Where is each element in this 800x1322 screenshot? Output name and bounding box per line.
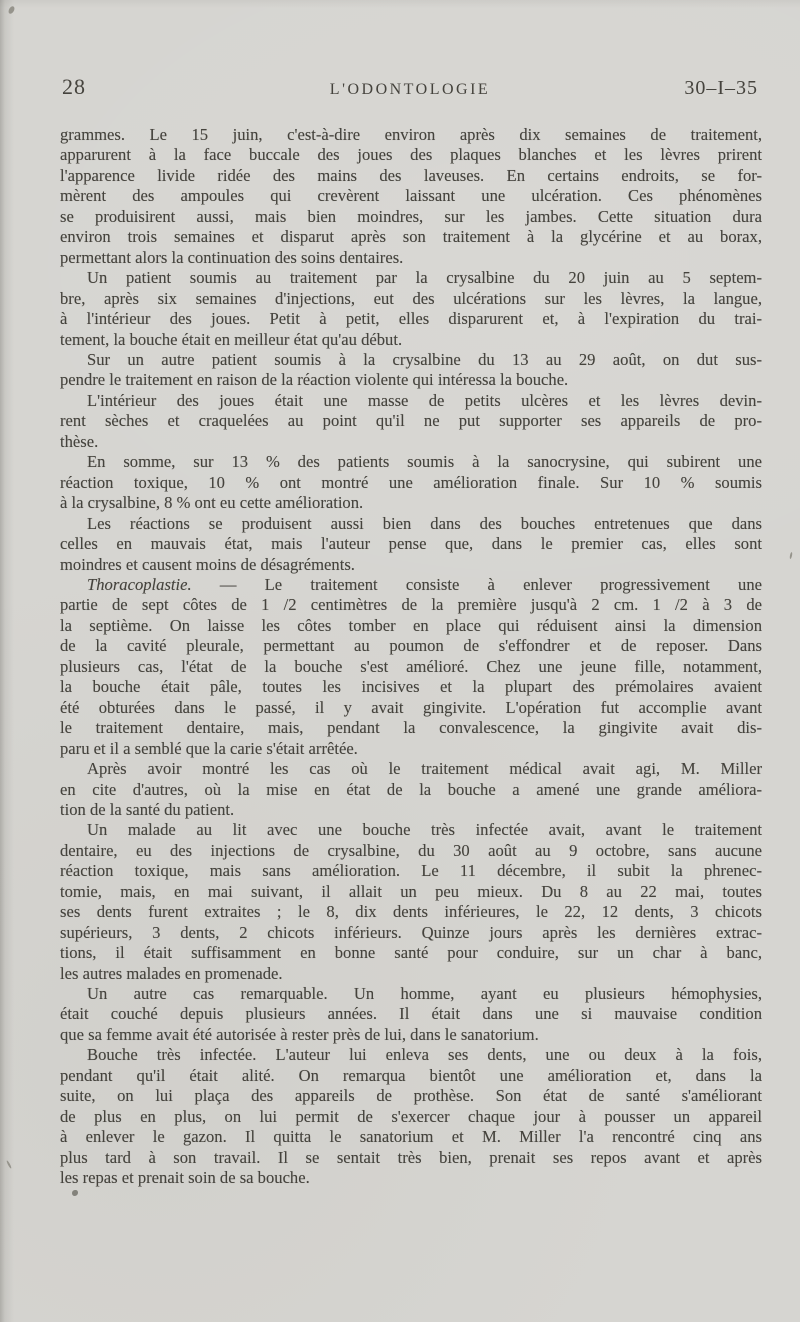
text-line: réaction toxique, 10 % ont montré une amélioration finale. Sur 10 % soumis [60,472,762,492]
text-line: tion de la santé du patient. [60,799,235,819]
text-line: environ trois semaines et disparut après son traitement à la glycérine et au borax, [60,227,762,247]
text-line: Bouche très infectée. L'auteur lui enleva ses dents, une ou deux à la fois, [87,1045,762,1065]
text-line: réaction toxique, mais sans amélioration. Le 11 décembre, il subit la phrenec- [60,861,762,881]
printers-mark [72,1190,78,1196]
scan-speck [7,5,15,14]
text-line: mèrent des ampoules qui crevèrent laissant une ulcération. Ces phénomènes [60,186,762,206]
journal-title: L'ODONTOLOGIE [329,81,491,98]
paragraph [60,759,762,820]
text-line: ses dents furent extraites ; le 8, dix dents inférieures, le 22, 12 dents, 3 chicots [60,902,762,922]
text-line: Thoracoplastie. — Le traitement consiste à enlever progressivement une [87,574,762,594]
text-line: paru et il a semblé que la carie s'était arrêtée. [60,738,358,758]
text-line: Un patient soumis au traitement par la crysalbine du 20 juin au 5 septem- [87,268,762,288]
text-line: rent sèches et craquelées au point qu'il ne put supporter ses appareils de pro- [60,411,762,431]
text-line: à l'intérieur des joues. Petit à petit, elles disparurent et, à l'expiration du trai- [60,309,762,329]
text-line: suite, on lui plaça des appareils de prothèse. Son état de santé s'améliorant [60,1086,762,1106]
text-line: de plus en plus, on lui permit de s'exercer chaque jour à pousser un appareil [60,1106,762,1126]
text-line: En somme, sur 13 % des patients soumis à la sanocrysine, qui subirent une [87,452,762,472]
text-line: Un malade au lit avec une bouche très infectée avait, avant le traitement [87,820,762,840]
text-line: permettant alors la continuation des soins dentaires. [60,247,404,267]
issue-date: 30–I–35 [684,77,758,99]
text-line: le traitement dentaire, mais, pendant la convalescence, la gingivite avait dis- [60,718,762,738]
text-line: tement, la bouche était en meilleur état qu'au début. [60,329,403,349]
text-line: la bouche était pâle, toutes les incisives et la plupart des prémolaires avaient [60,677,762,697]
page-number: 28 [62,74,86,99]
text-line: tions, il était suffisamment en bonne santé pour conduire, sur un char à banc, [60,943,762,963]
text-line: été obturées dans le passé, il y avait gingivite. L'opération fut accomplie avant [60,697,762,717]
text-line: plus tard à son travail. Il se sentait très bien, prenait ses repos avant et après [60,1147,762,1167]
text-line: Sur un autre patient soumis à la crysalbine du 13 au 29 août, on dut sus- [87,349,762,369]
text-line: partie de sept côtes de 1 /2 centimètres de la première jusqu'à 2 cm. 1 /2 à 3 de [60,595,762,615]
italic-lead: Thoracoplastie. [87,574,192,594]
scan-speck [6,1160,12,1169]
text-line: dentaire, eu des injections de crysalbine, du 30 août au 9 octobre, sans aucune [60,840,762,860]
text-line: Les réactions se produisent aussi bien dans des bouches entretenues que dans [87,513,762,533]
text-line: pendre le traitement en raison de la réaction violente qui intéressa la bouche. [60,370,569,390]
text-line: thèse. [60,431,99,451]
text-line: apparurent à la face buccale des joues des plaques blanches et les lèvres prirent [60,145,762,165]
text-line: de la cavité pleurale, permettant au poumon de s'effondrer et de reposer. Dans [60,636,762,656]
paragraph [60,350,762,391]
paragraph [60,125,762,268]
text-line: moindres et causent moins de désagréments. [60,554,355,574]
text-line: était couché depuis plusieurs années. Il était dans une si mauvaise condition [60,1004,762,1024]
text-line: en cite d'autres, où la mise en état de la bouche a amené une grande améliora- [60,779,762,799]
text-line: que sa femme avait été autorisée à rester près de lui, dans le sanatorium. [60,1024,539,1044]
paragraph [60,984,762,1045]
running-head [62,74,758,100]
text-line: la septième. On laisse les côtes tomber en place qui réduisent ainsi la dimension [60,615,762,635]
text-block [60,125,762,1189]
text-line: pendant qu'il était alité. On remarqua bientôt une amélioration et, dans la [60,1065,762,1085]
paragraph [60,1045,762,1188]
text-line: celles en mauvais état, mais l'auteur pense que, dans le premier cas, elles sont [60,534,762,554]
paragraph [60,575,762,759]
text-line: les autres malades en promenade. [60,963,283,983]
text-line: à la crysalbine, 8 % ont eu cette amélioration. [60,493,364,513]
text-line: L'intérieur des joues était une masse de petits ulcères et les lèvres devin- [87,390,762,410]
paragraph [60,268,762,350]
text-line: se produisirent aussi, mais bien moindres, sur les jambes. Cette situation dura [60,206,762,226]
paragraph [60,452,762,513]
text-line: Un autre cas remarquable. Un homme, ayant eu plusieurs hémophysies, [87,984,762,1004]
text-line: tomie, mais, en mai suivant, il allait un peu mieux. Du 8 au 22 mai, toutes [60,881,762,901]
text-line: Après avoir montré les cas où le traitement médical avait agi, M. Miller [87,759,762,779]
text-line: à enlever le gazon. Il quitta le sanatorium et M. Miller l'a rencontré cinq ans [60,1127,762,1147]
text-line: les repas et prenait soin de sa bouche. [60,1168,310,1188]
text-line: plusieurs cas, l'état de la bouche s'est amélioré. Chez une jeune fille, notamment, [60,656,762,676]
text-line: grammes. Le 15 juin, c'est-à-dire environ après dix semaines de traitement, [60,125,762,144]
paragraph [60,820,762,984]
text-line: bre, après six semaines d'injections, eut des ulcérations sur les lèvres, la langue, [60,288,762,308]
text-line: l'apparence livide ridée des mains des laveuses. En certains endroits, se for- [60,165,762,185]
text-line: supérieurs, 3 dents, 2 chicots inférieurs. Quinze jours après les dernières extrac- [60,922,762,942]
scan-speck [789,552,792,559]
paragraph [60,391,762,452]
paragraph [60,514,762,575]
